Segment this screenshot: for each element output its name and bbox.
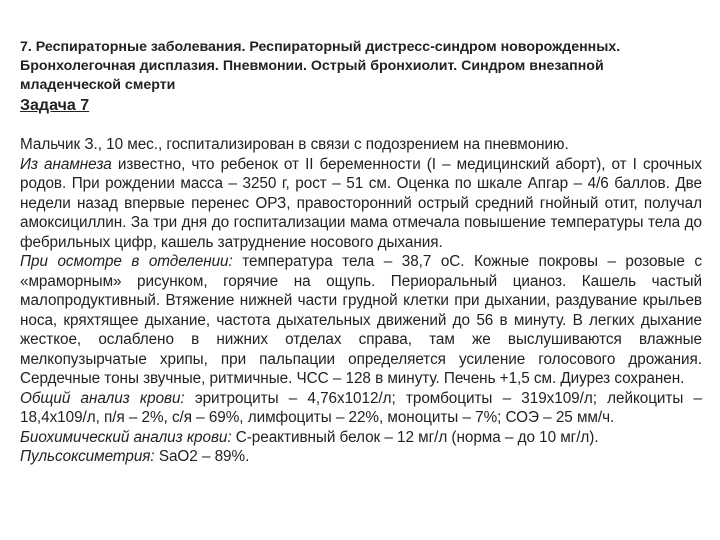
- anamnesis-text: известно, что ребенок от II беременности (I – медицинский аборт), от I срочных родов. При рождении масса – 3250 г, рост – 51 см. Оценка по шкале Апгар – 4/6 баллов. Две недели назад впервые перенес ОРЗ, правосторонний острый средний гнойный отит, получал амоксициллин. За три дня до госпитализации мама отмечала повышение температуры тела до фебрильных цифр, кашель затруднение носового дыхания.: [20, 155, 702, 251]
- cbc-paragraph: [20, 389, 702, 428]
- exam-paragraph: [20, 252, 702, 389]
- cbc-text: эритроциты – 4,76х1012/л; тромбоциты – 319х109/л; лейкоциты – 18,4х109/л, п/я – 2%, с/я – 69%, лимфоциты – 22%, моноциты – 7%; СОЭ – 25 мм/ч.: [20, 389, 702, 426]
- biochem-text: С-реактивный белок – 12 мг/л (норма – до 10 мг/л).: [231, 428, 599, 446]
- exam-label: При осмотре в отделении:: [20, 253, 233, 270]
- document-page: [20, 38, 702, 467]
- anamnesis-paragraph: [20, 155, 702, 253]
- cbc-label: Общий анализ крови:: [20, 389, 185, 407]
- pulseoximetry-paragraph: [20, 447, 702, 467]
- task-title: Задача 7: [20, 97, 90, 114]
- anamnesis-label: Из анамнеза: [20, 155, 112, 173]
- biochem-label: Биохимический анализ крови:: [20, 428, 232, 446]
- section-heading: 7. Респираторные заболевания. Респираторный дистресс-синдром новорожденных. Бронхолегочная дисплазия. Пневмонии. Острый бронхиолит. Синдром внезапной младенческой смерти: [20, 39, 621, 93]
- exam-text: температура тела – 38,7 оС. Кожные покровы – розовые с «мраморным» рисунком, горячие на ощупь. Периоральный цианоз. Кашель частый малопродуктивный. Втяжение нижней части грудной клетки при дыхании, раздувание крыльев носа, кряхтящее дыхание, частота дыхательных движений до 56 в минуту. В легких дыхание жесткое, ослаблено в нижних отделах справа, там же выслушиваются влажные мелкопузырчатые хрипы, при пальпации определяется усиление голосового дрожания. Сердечные тоны звучные, ритмичные. ЧСС – 128 в минуту. Печень +1,5 см. Диурез сохранен.: [20, 253, 703, 387]
- pulseoximetry-text: SaO2 – 89%.: [154, 448, 250, 465]
- case-intro: Мальчик З., 10 мес., госпитализирован в связи с подозрением на пневмонию.: [20, 136, 569, 153]
- case-description: [20, 135, 702, 467]
- biochem-paragraph: [20, 428, 702, 448]
- pulseoximetry-label: Пульсоксиметрия:: [20, 448, 155, 465]
